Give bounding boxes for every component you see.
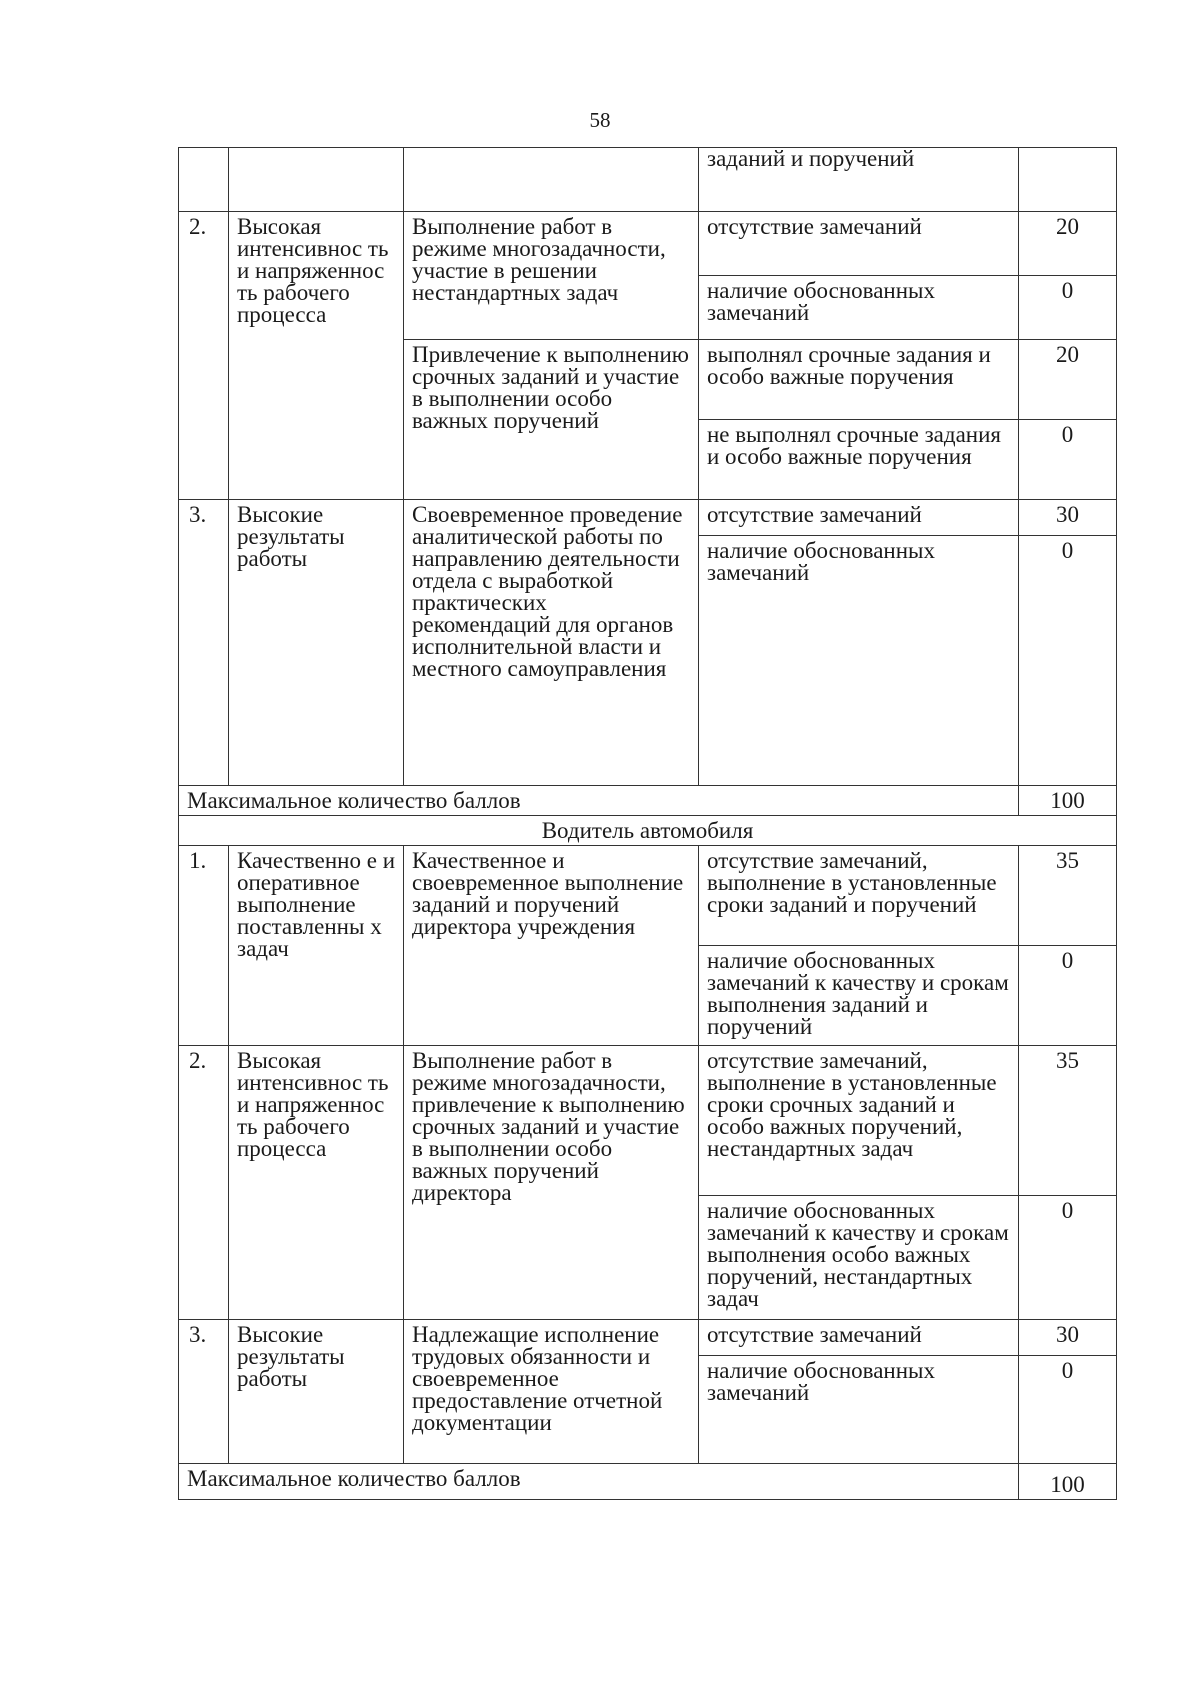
score-cell: 20 <box>1019 212 1117 276</box>
score-cell: 0 <box>1019 1356 1117 1464</box>
score-cell: 0 <box>1019 276 1117 340</box>
criterion-cell: отсутствие замечаний, выполнение в установленные сроки срочных заданий и особо важных поручений, нестандартных задач <box>699 1046 1019 1196</box>
criterion-cell: не выполнял срочные задания и особо важные поручения <box>699 420 1019 500</box>
max-score-value: 100 <box>1019 1464 1117 1500</box>
max-score-value: 100 <box>1019 786 1117 816</box>
description-cell: Качественное и своевременное выполнение заданий и поручений директора учреждения <box>404 846 699 1046</box>
table-row <box>179 148 1117 212</box>
score-cell: 20 <box>1019 340 1117 420</box>
criterion-cell: заданий и поручений <box>699 148 1019 212</box>
criterion-cell: отсутствие замечаний, выполнение в установленные сроки заданий и поручений <box>699 846 1019 946</box>
indicator-cell: Высокие результаты работы <box>229 500 404 786</box>
description-cell: Своевременное проведение аналитической работы по направлению деятельности отдела с выработкой практических рекомендаций для органов исполнительной власти и местного самоуправления <box>404 500 699 786</box>
description-cell: Надлежащие исполнение трудовых обязанности и своевременное предоставление отчетной документации <box>404 1320 699 1464</box>
table-row <box>179 846 1117 946</box>
indicator-cell <box>229 148 404 212</box>
score-cell: 0 <box>1019 420 1117 500</box>
table-row <box>179 212 1117 276</box>
criterion-cell: отсутствие замечаний <box>699 212 1019 276</box>
score-cell: 0 <box>1019 536 1117 786</box>
item-number: 2. <box>179 212 229 500</box>
item-number: 3. <box>179 1320 229 1464</box>
criteria-table <box>178 147 1117 1500</box>
section-row <box>179 816 1117 846</box>
max-score-label: Максимальное количество баллов <box>179 1464 1019 1500</box>
item-number: 1. <box>179 846 229 1046</box>
page-number: 58 <box>589 108 611 132</box>
criterion-cell: наличие обоснованных замечаний <box>699 276 1019 340</box>
indicator-cell: Высокая интенсивнос ть и напряженнос ть рабочего процесса <box>229 1046 404 1320</box>
table-row <box>179 1046 1117 1196</box>
max-score-row <box>179 1464 1117 1500</box>
score-cell: 0 <box>1019 946 1117 1046</box>
criterion-cell: отсутствие замечаний <box>699 500 1019 536</box>
score-cell: 0 <box>1019 1196 1117 1320</box>
criterion-cell: выполнял срочные задания и особо важные поручения <box>699 340 1019 420</box>
description-cell: Выполнение работ в режиме многозадачности, участие в решении нестандартных задач <box>404 212 699 340</box>
criterion-cell: отсутствие замечаний <box>699 1320 1019 1356</box>
table-row <box>179 500 1117 536</box>
description-cell: Выполнение работ в режиме многозадачности, привлечение к выполнению срочных заданий и участие в выполнении особо важных поручений директора <box>404 1046 699 1320</box>
score-cell: 30 <box>1019 1320 1117 1356</box>
item-number: 3. <box>179 500 229 786</box>
max-score-row <box>179 786 1117 816</box>
description-cell <box>404 148 699 212</box>
indicator-cell: Высокие результаты работы <box>229 1320 404 1464</box>
criterion-cell: наличие обоснованных замечаний <box>699 536 1019 786</box>
indicator-cell: Высокая интенсивнос ть и напряженнос ть рабочего процесса <box>229 212 404 500</box>
criterion-cell: наличие обоснованных замечаний к качеству и срокам выполнения особо важных поручений, нестандартных задач <box>699 1196 1019 1320</box>
score-cell: 35 <box>1019 1046 1117 1196</box>
indicator-cell: Качественно е и оперативное выполнение поставленны х задач <box>229 846 404 1046</box>
item-number: 2. <box>179 1046 229 1320</box>
criterion-cell: наличие обоснованных замечаний к качеству и срокам выполнения заданий и поручений <box>699 946 1019 1046</box>
score-cell: 35 <box>1019 846 1117 946</box>
criterion-cell: наличие обоснованных замечаний <box>699 1356 1019 1464</box>
table-row <box>179 1320 1117 1356</box>
section-title: Водитель автомобиля <box>179 816 1117 846</box>
description-cell: Привлечение к выполнению срочных заданий и участие в выполнении особо важных поручений <box>404 340 699 500</box>
score-cell: 30 <box>1019 500 1117 536</box>
max-score-label: Максимальное количество баллов <box>179 786 1019 816</box>
score-cell <box>1019 148 1117 212</box>
num-cell <box>179 148 229 212</box>
